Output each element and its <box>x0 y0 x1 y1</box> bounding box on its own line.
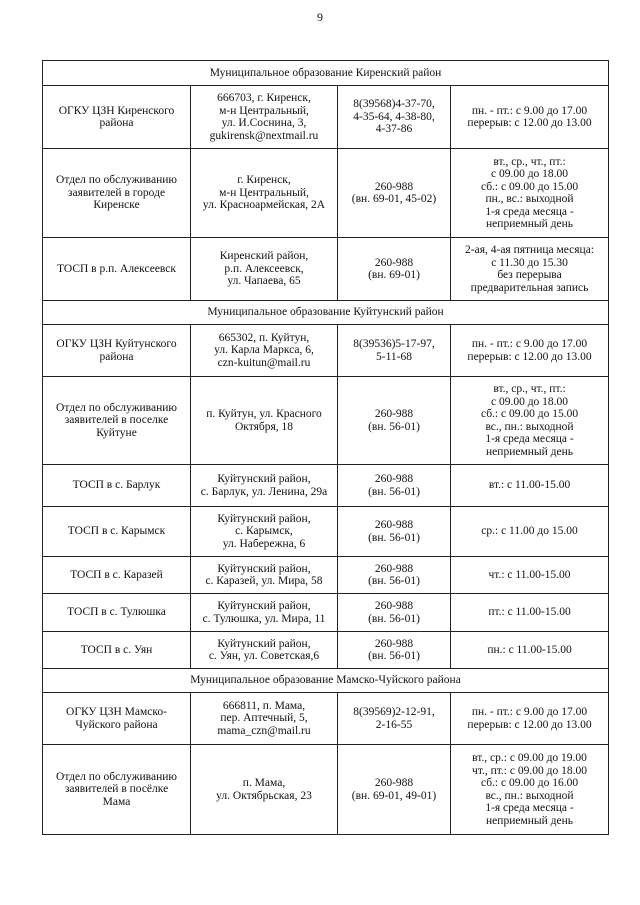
office-name-cell: Отдел по обслуживанию заявителей в поселке Куйтуне <box>43 377 191 465</box>
office-name-cell: ОГКУ ЦЗН Киренского района <box>43 86 191 149</box>
section-title: Муниципальное образование Мамско-Чуйского района <box>43 669 609 693</box>
office-name-cell: ТОСП в с. Каразей <box>43 557 191 594</box>
table-row <box>43 149 609 238</box>
office-name-cell: Отдел по обслуживанию заявителей в городе Киренске <box>43 149 191 238</box>
page-number: 9 <box>317 10 323 24</box>
office-phone-cell: 8(39569)2-12-91, 2-16-55 <box>338 693 451 745</box>
table-row <box>43 238 609 301</box>
office-phone-cell: 260-988 (вн. 56-01) <box>338 632 451 669</box>
office-phone-cell: 260-988 (вн. 69-01) <box>338 238 451 301</box>
office-address-cell: 665302, п. Куйтун, ул. Карла Маркса, 6, czn-kuitun@mail.ru <box>191 325 338 377</box>
office-address-cell: 666703, г. Киренск, м-н Центральный, ул. И.Соснина, 3, gukirensk@nextmail.ru <box>191 86 338 149</box>
table-row <box>43 632 609 669</box>
office-address-cell: 666811, п. Мама, пер. Аптечный, 5, mama_czn@mail.ru <box>191 693 338 745</box>
table-row <box>43 377 609 465</box>
office-name-cell: ОГКУ ЦЗН Куйтунского района <box>43 325 191 377</box>
office-address-cell: Куйтунский район, с. Уян, ул. Советская,6 <box>191 632 338 669</box>
office-address-cell: Куйтунский район, с. Тулюшка, ул. Мира, 11 <box>191 594 338 632</box>
table-row <box>43 594 609 632</box>
office-phone-cell: 260-988 (вн. 56-01) <box>338 377 451 465</box>
table-row <box>43 557 609 594</box>
office-hours-cell: пт.: с 11.00-15.00 <box>451 594 609 632</box>
table-row <box>43 507 609 557</box>
section-title: Муниципальное образование Киренский район <box>43 61 609 86</box>
section-header-row <box>43 669 609 693</box>
office-name-cell: ТОСП в р.п. Алексеевск <box>43 238 191 301</box>
office-phone-cell: 8(39568)4-37-70, 4-35-64, 4-38-80, 4-37-86 <box>338 86 451 149</box>
office-address-cell: Куйтунский район, с. Каразей, ул. Мира, 58 <box>191 557 338 594</box>
offices-table <box>42 60 609 835</box>
office-phone-cell: 260-988 (вн. 69-01, 45-02) <box>338 149 451 238</box>
office-address-cell: Киренский район, р.п. Алексеевск, ул. Чапаева, 65 <box>191 238 338 301</box>
office-hours-cell: вт., ср., чт., пт.: с 09.00 до 18.00 сб.: с 09.00 до 15.00 пн., вс.: выходной 1-я среда месяца - неприемный день <box>451 149 609 238</box>
office-address-cell: п. Мама, ул. Октябрьская, 23 <box>191 745 338 835</box>
office-address-cell: Куйтунский район, с. Барлук, ул. Ленина, 29а <box>191 465 338 507</box>
table-row <box>43 325 609 377</box>
office-phone-cell: 260-988 (вн. 69-01, 49-01) <box>338 745 451 835</box>
office-address-cell: Куйтунский район, с. Карымск, ул. Набережна, 6 <box>191 507 338 557</box>
office-name-cell: ТОСП в с. Барлук <box>43 465 191 507</box>
office-name-cell: ТОСП в с. Карымск <box>43 507 191 557</box>
office-hours-cell: 2-ая, 4-ая пятница месяца: с 11.30 до 15.30 без перерыва предварительная запись <box>451 238 609 301</box>
office-phone-cell: 260-988 (вн. 56-01) <box>338 594 451 632</box>
office-hours-cell: пн. - пт.: с 9.00 до 17.00 перерыв: с 12.00 до 13.00 <box>451 693 609 745</box>
section-title: Муниципальное образование Куйтунский район <box>43 301 609 325</box>
office-phone-cell: 260-988 (вн. 56-01) <box>338 557 451 594</box>
table-row <box>43 745 609 835</box>
office-hours-cell: пн. - пт.: с 9.00 до 17.00 перерыв: с 12.00 до 13.00 <box>451 325 609 377</box>
section-header-row <box>43 301 609 325</box>
office-name-cell: ТОСП в с. Тулюшка <box>43 594 191 632</box>
office-hours-cell: пн. - пт.: с 9.00 до 17.00 перерыв: с 12.00 до 13.00 <box>451 86 609 149</box>
office-hours-cell: чт.: с 11.00-15.00 <box>451 557 609 594</box>
office-hours-cell: вт., ср., чт., пт.: с 09.00 до 18.00 сб.: с 09.00 до 15.00 вс., пн.: выходной 1-я среда месяца - неприемный день <box>451 377 609 465</box>
office-name-cell: ТОСП в с. Уян <box>43 632 191 669</box>
table-row <box>43 465 609 507</box>
office-hours-cell: вт., ср.: с 09.00 до 19.00 чт., пт.: с 09.00 до 18.00 сб.: с 09.00 до 16.00 вс., пн.: выходной 1-я среда месяца - неприемный день <box>451 745 609 835</box>
table-row <box>43 693 609 745</box>
office-hours-cell: ср.: с 11.00 до 15.00 <box>451 507 609 557</box>
office-phone-cell: 8(39536)5-17-97, 5-11-68 <box>338 325 451 377</box>
table-row <box>43 86 609 149</box>
office-phone-cell: 260-988 (вн. 56-01) <box>338 465 451 507</box>
office-address-cell: п. Куйтун, ул. Красного Октября, 18 <box>191 377 338 465</box>
office-hours-cell: пн.: с 11.00-15.00 <box>451 632 609 669</box>
office-name-cell: ОГКУ ЦЗН Мамско- Чуйского района <box>43 693 191 745</box>
section-header-row <box>43 61 609 86</box>
office-hours-cell: вт.: с 11.00-15.00 <box>451 465 609 507</box>
office-phone-cell: 260-988 (вн. 56-01) <box>338 507 451 557</box>
office-name-cell: Отдел по обслуживанию заявителей в посёлке Мама <box>43 745 191 835</box>
office-address-cell: г. Киренск, м-н Центральный, ул. Красноармейская, 2А <box>191 149 338 238</box>
